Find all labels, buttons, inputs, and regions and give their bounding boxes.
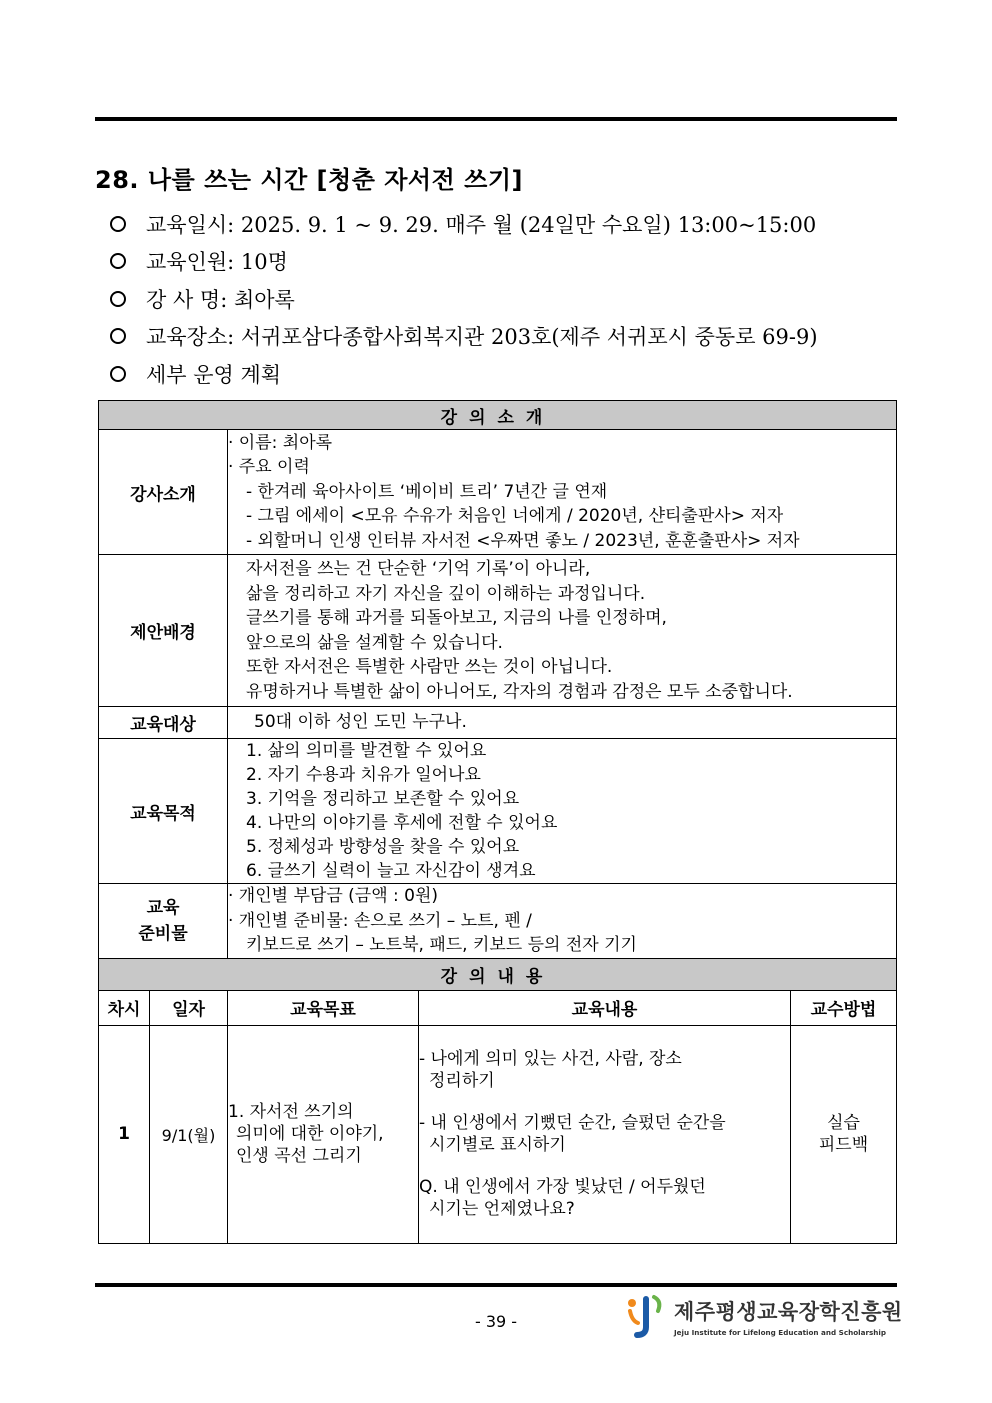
list-item <box>108 355 818 393</box>
background-cell <box>228 555 897 707</box>
target-cell: 50대 이하 성인 도민 누구나. <box>228 707 897 739</box>
column-header-date: 일자 <box>150 990 228 1025</box>
background-line: 또한 자서전은 특별한 사람만 쓰는 것이 아닙니다. <box>246 657 613 677</box>
method-text-line: 실습 <box>827 1113 860 1133</box>
content-cell <box>419 1025 791 1243</box>
materials-line: · 개인별 준비물: 손으로 쓰기 – 노트, 펜 / <box>228 910 532 931</box>
bottom-rule <box>95 1283 897 1287</box>
goals-label: 교육목적 <box>99 739 228 884</box>
circle-bullet-icon <box>110 216 126 232</box>
location-text: 교육장소: 서귀포삼다종합사회복지관 203호(제주 서귀포시 중동로 69-9) <box>146 325 818 350</box>
goal-line: 6. 글쓰기 실력이 늘고 자신감이 생겨요 <box>246 861 536 881</box>
capacity-text: 교육인원: 10명 <box>146 250 288 275</box>
target-label: 교육대상 <box>99 707 228 739</box>
content-text-line: Q. 내 인생에서 가장 빛났던 / 어두웠던 <box>419 1177 706 1197</box>
circle-bullet-icon <box>110 328 126 344</box>
instructor-line: - 외할머니 인생 인터뷰 자서전 <우짜면 좋노 / 2023년, 훈훈출판사> 저자 <box>246 530 800 551</box>
schedule-text: 교육일시: 2025. 9. 1 ~ 9. 29. 매주 월 (24일만 수요일) 13:00~15:00 <box>146 212 817 237</box>
background-line: 자서전을 쓰는 건 단순한 ‘기억 기록’이 아니라, <box>246 559 591 579</box>
materials-label-line: 준비물 <box>138 923 188 944</box>
content-text-line: - 내 인생에서 기뻤던 순간, 슬펐던 순간을 <box>419 1113 726 1133</box>
org-logo <box>624 1292 903 1340</box>
materials-line: 키보드로 쓰기 – 노트북, 패드, 키보드 등의 전자 기기 <box>246 935 637 955</box>
goal-line: 4. 나만의 이야기를 후세에 전할 수 있어요 <box>246 813 558 833</box>
instructor-line: · 주요 이력 <box>228 457 310 478</box>
date-cell: 9/1(월) <box>150 1025 228 1243</box>
session-cell: 1 <box>99 1025 150 1243</box>
table-row <box>99 1025 897 1243</box>
goal-line: 1. 삶의 의미를 발견할 수 있어요 <box>246 741 487 761</box>
column-header-content: 교육내용 <box>419 990 791 1025</box>
instructor-line: · 이름: 최아록 <box>228 432 333 453</box>
intro-heading: 강의소개 <box>99 401 897 430</box>
list-item <box>108 280 818 318</box>
method-cell <box>791 1025 897 1243</box>
background-label: 제안배경 <box>99 555 228 707</box>
circle-bullet-icon <box>110 366 126 382</box>
list-item <box>108 243 818 281</box>
content-text-line: 시기는 언제였나요? <box>429 1199 575 1219</box>
instructor-text: 강 사 명: 최아록 <box>146 287 295 312</box>
instructor-line: - 그림 에세이 <모유 수유가 처음인 너에게 / 2020년, 샨티출판사> 저자 <box>246 506 784 527</box>
instructor-label: 강사소개 <box>99 430 228 555</box>
goals-cell <box>228 739 897 884</box>
goal-line: 3. 기억을 정리하고 보존할 수 있어요 <box>246 789 520 809</box>
circle-bullet-icon <box>110 291 126 307</box>
content-text-line: - 나에게 의미 있는 사건, 사람, 장소 <box>419 1049 682 1069</box>
column-header-method: 교수방법 <box>791 990 897 1025</box>
overview-list <box>108 205 818 393</box>
column-header-session: 차시 <box>99 990 150 1025</box>
org-name: 제주평생교육장학진흥원 <box>674 1299 903 1324</box>
goal-cell <box>228 1025 419 1243</box>
goal-text-line: 인생 곡선 그리기 <box>236 1146 362 1166</box>
instructor-cell <box>228 430 897 555</box>
column-header-goal: 교육목표 <box>228 990 419 1025</box>
content-spacer <box>419 1092 790 1112</box>
list-item <box>108 318 818 356</box>
materials-label <box>99 884 228 959</box>
goal-line: 2. 자기 수용과 치유가 일어나요 <box>246 765 481 785</box>
background-line: 유명하거나 특별한 삶이 아니어도, 각자의 경험과 감정은 모두 소중합니다. <box>246 681 793 702</box>
background-line: 글쓰기를 통해 과거를 되돌아보고, 지금의 나를 인정하며, <box>246 608 667 628</box>
content-text-line: 시기별로 표시하기 <box>429 1135 566 1155</box>
goal-line: 5. 정체성과 방향성을 찾을 수 있어요 <box>246 837 520 857</box>
instructor-line: - 한겨레 육아사이트 ‘베이비 트리’ 7년간 글 연재 <box>246 481 608 502</box>
materials-label-line: 교육 <box>146 897 180 918</box>
content-text-line: 정리하기 <box>429 1071 495 1091</box>
org-subtitle: Jeju Institute for Lifelong Education and Scholarship <box>674 1327 886 1337</box>
materials-line: · 개인별 부담금 (금액 : 0원) <box>228 886 439 906</box>
content-spacer <box>419 1156 790 1176</box>
materials-cell <box>228 884 897 959</box>
course-table <box>98 400 897 1244</box>
goal-text-line: 1. 자서전 쓰기의 <box>228 1102 354 1122</box>
plan-text: 세부 운영 계획 <box>146 362 282 387</box>
goal-text-line: 의미에 대한 이야기, <box>236 1124 384 1144</box>
circle-bullet-icon <box>110 253 126 269</box>
content-heading: 강의내용 <box>99 958 897 990</box>
method-text-line: 피드백 <box>818 1135 869 1155</box>
list-item <box>108 205 818 243</box>
top-rule <box>95 117 897 121</box>
page-title: 28. 나를 쓰는 시간 [청춘 자서전 쓰기] <box>95 166 523 194</box>
background-line: 앞으로의 삶을 설계할 수 있습니다. <box>246 632 503 653</box>
page-number: - 39 - <box>474 1312 518 1331</box>
org-emblem-icon <box>624 1293 668 1339</box>
background-line: 삶을 정리하고 자기 자신을 깊이 이해하는 과정입니다. <box>246 583 646 604</box>
